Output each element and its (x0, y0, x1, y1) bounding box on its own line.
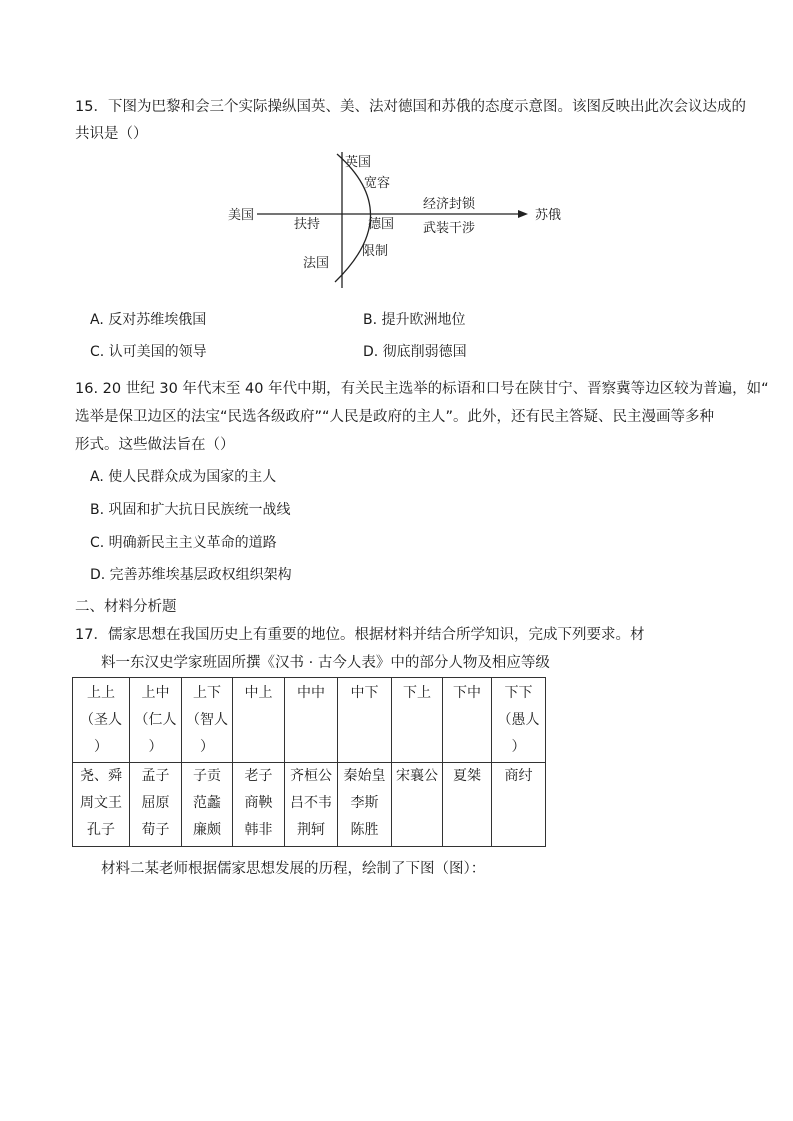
grade-cell: 下下 （愚人 ） (492, 678, 546, 763)
grade-cell: 中上 (233, 678, 285, 763)
grade-cell: 上上 （圣人 ） (73, 678, 130, 763)
section-heading: 二、材料分析题 (75, 599, 177, 615)
q15-stem-line1: 15．下图为巴黎和会三个实际操纵国英、美、法对德国和苏俄的态度示意图。该图反映出此次会议达成的 (75, 99, 746, 115)
grade-table (72, 677, 546, 847)
people-cell: 宋襄公 (392, 763, 443, 847)
q16-stem-line3: 形式。这些做法旨在（） (75, 437, 235, 453)
label-intervention: 武装干涉 (423, 221, 476, 236)
label-germany: 德国 (368, 217, 395, 232)
grade-cell: 中中 (285, 678, 338, 763)
grade-cell: 下上 (392, 678, 443, 763)
grade-cell: 上中 （仁人 ） (130, 678, 182, 763)
q15-option-b: B. 提升欧洲地位 (363, 312, 466, 328)
people-cell: 孟子 屈原 荀子 (130, 763, 182, 847)
q15-option-d: D. 彻底削弱德国 (363, 344, 467, 360)
people-cell: 齐桓公 吕不韦 荆轲 (285, 763, 338, 847)
q17-material2: 材料二某老师根据儒家思想发展的历程，绘制了下图（图）： (101, 861, 486, 877)
people-cell: 子贡 范蠡 廉颇 (182, 763, 233, 847)
label-france: 法国 (303, 256, 330, 271)
label-britain: 英国 (345, 155, 372, 170)
q17-material1-title: 料一东汉史学家班固所撰《汉书 · 古今人表》中的部分人物及相应等级 (101, 655, 550, 671)
people-cell: 商纣 (492, 763, 546, 847)
grade-cell: 上下 （智人 ） (182, 678, 233, 763)
people-cell: 尧、舜 周文王 孔子 (73, 763, 130, 847)
q16-stem-line2: 选举是保卫边区的法宝“民选各级政府”“人民是政府的主人”。此外，还有民主答疑、民主漫画等多种 (75, 409, 715, 425)
label-restrict: 限制 (362, 244, 389, 259)
label-blockade: 经济封锁 (423, 197, 476, 212)
arrow-head-icon (518, 210, 528, 218)
people-cell: 秦始皇 李斯 陈胜 (338, 763, 392, 847)
q16-option-a: A. 使人民群众成为国家的主人 (90, 469, 277, 485)
grade-cell: 中下 (338, 678, 392, 763)
q17-stem-line1: 17．儒家思想在我国历史上有重要的地位。根据材料并结合所学知识，完成下列要求。材 (75, 627, 645, 643)
q15-option-a: A. 反对苏维埃俄国 (90, 312, 207, 328)
label-tolerant: 宽容 (364, 176, 391, 191)
grade-header-row (73, 678, 546, 763)
q15-attitude-diagram (215, 150, 585, 290)
people-cell: 夏桀 (443, 763, 492, 847)
q16-option-c: C. 明确新民主主义革命的道路 (90, 535, 277, 551)
q16-stem-line1: 16. 20 世纪 30 年代末至 40 年代中期，有关民主选举的标语和口号在陕甘宁、晋察冀等边区较为普遍，如“ (75, 381, 769, 397)
q15-stem-line2: 共识是（） (75, 126, 148, 142)
q16-option-d: D. 完善苏维埃基层政权组织架构 (90, 567, 292, 583)
label-usa: 美国 (228, 208, 255, 223)
grade-cell: 下中 (443, 678, 492, 763)
q16-option-b: B. 巩固和扩大抗日民族统一战线 (90, 502, 291, 518)
attitude-curve (335, 154, 371, 282)
label-soviet: 苏俄 (535, 208, 562, 223)
people-row (73, 763, 546, 847)
people-cell: 老子 商鞅 韩非 (233, 763, 285, 847)
label-support: 扶持 (294, 217, 321, 232)
q15-option-c: C. 认可美国的领导 (90, 344, 207, 360)
